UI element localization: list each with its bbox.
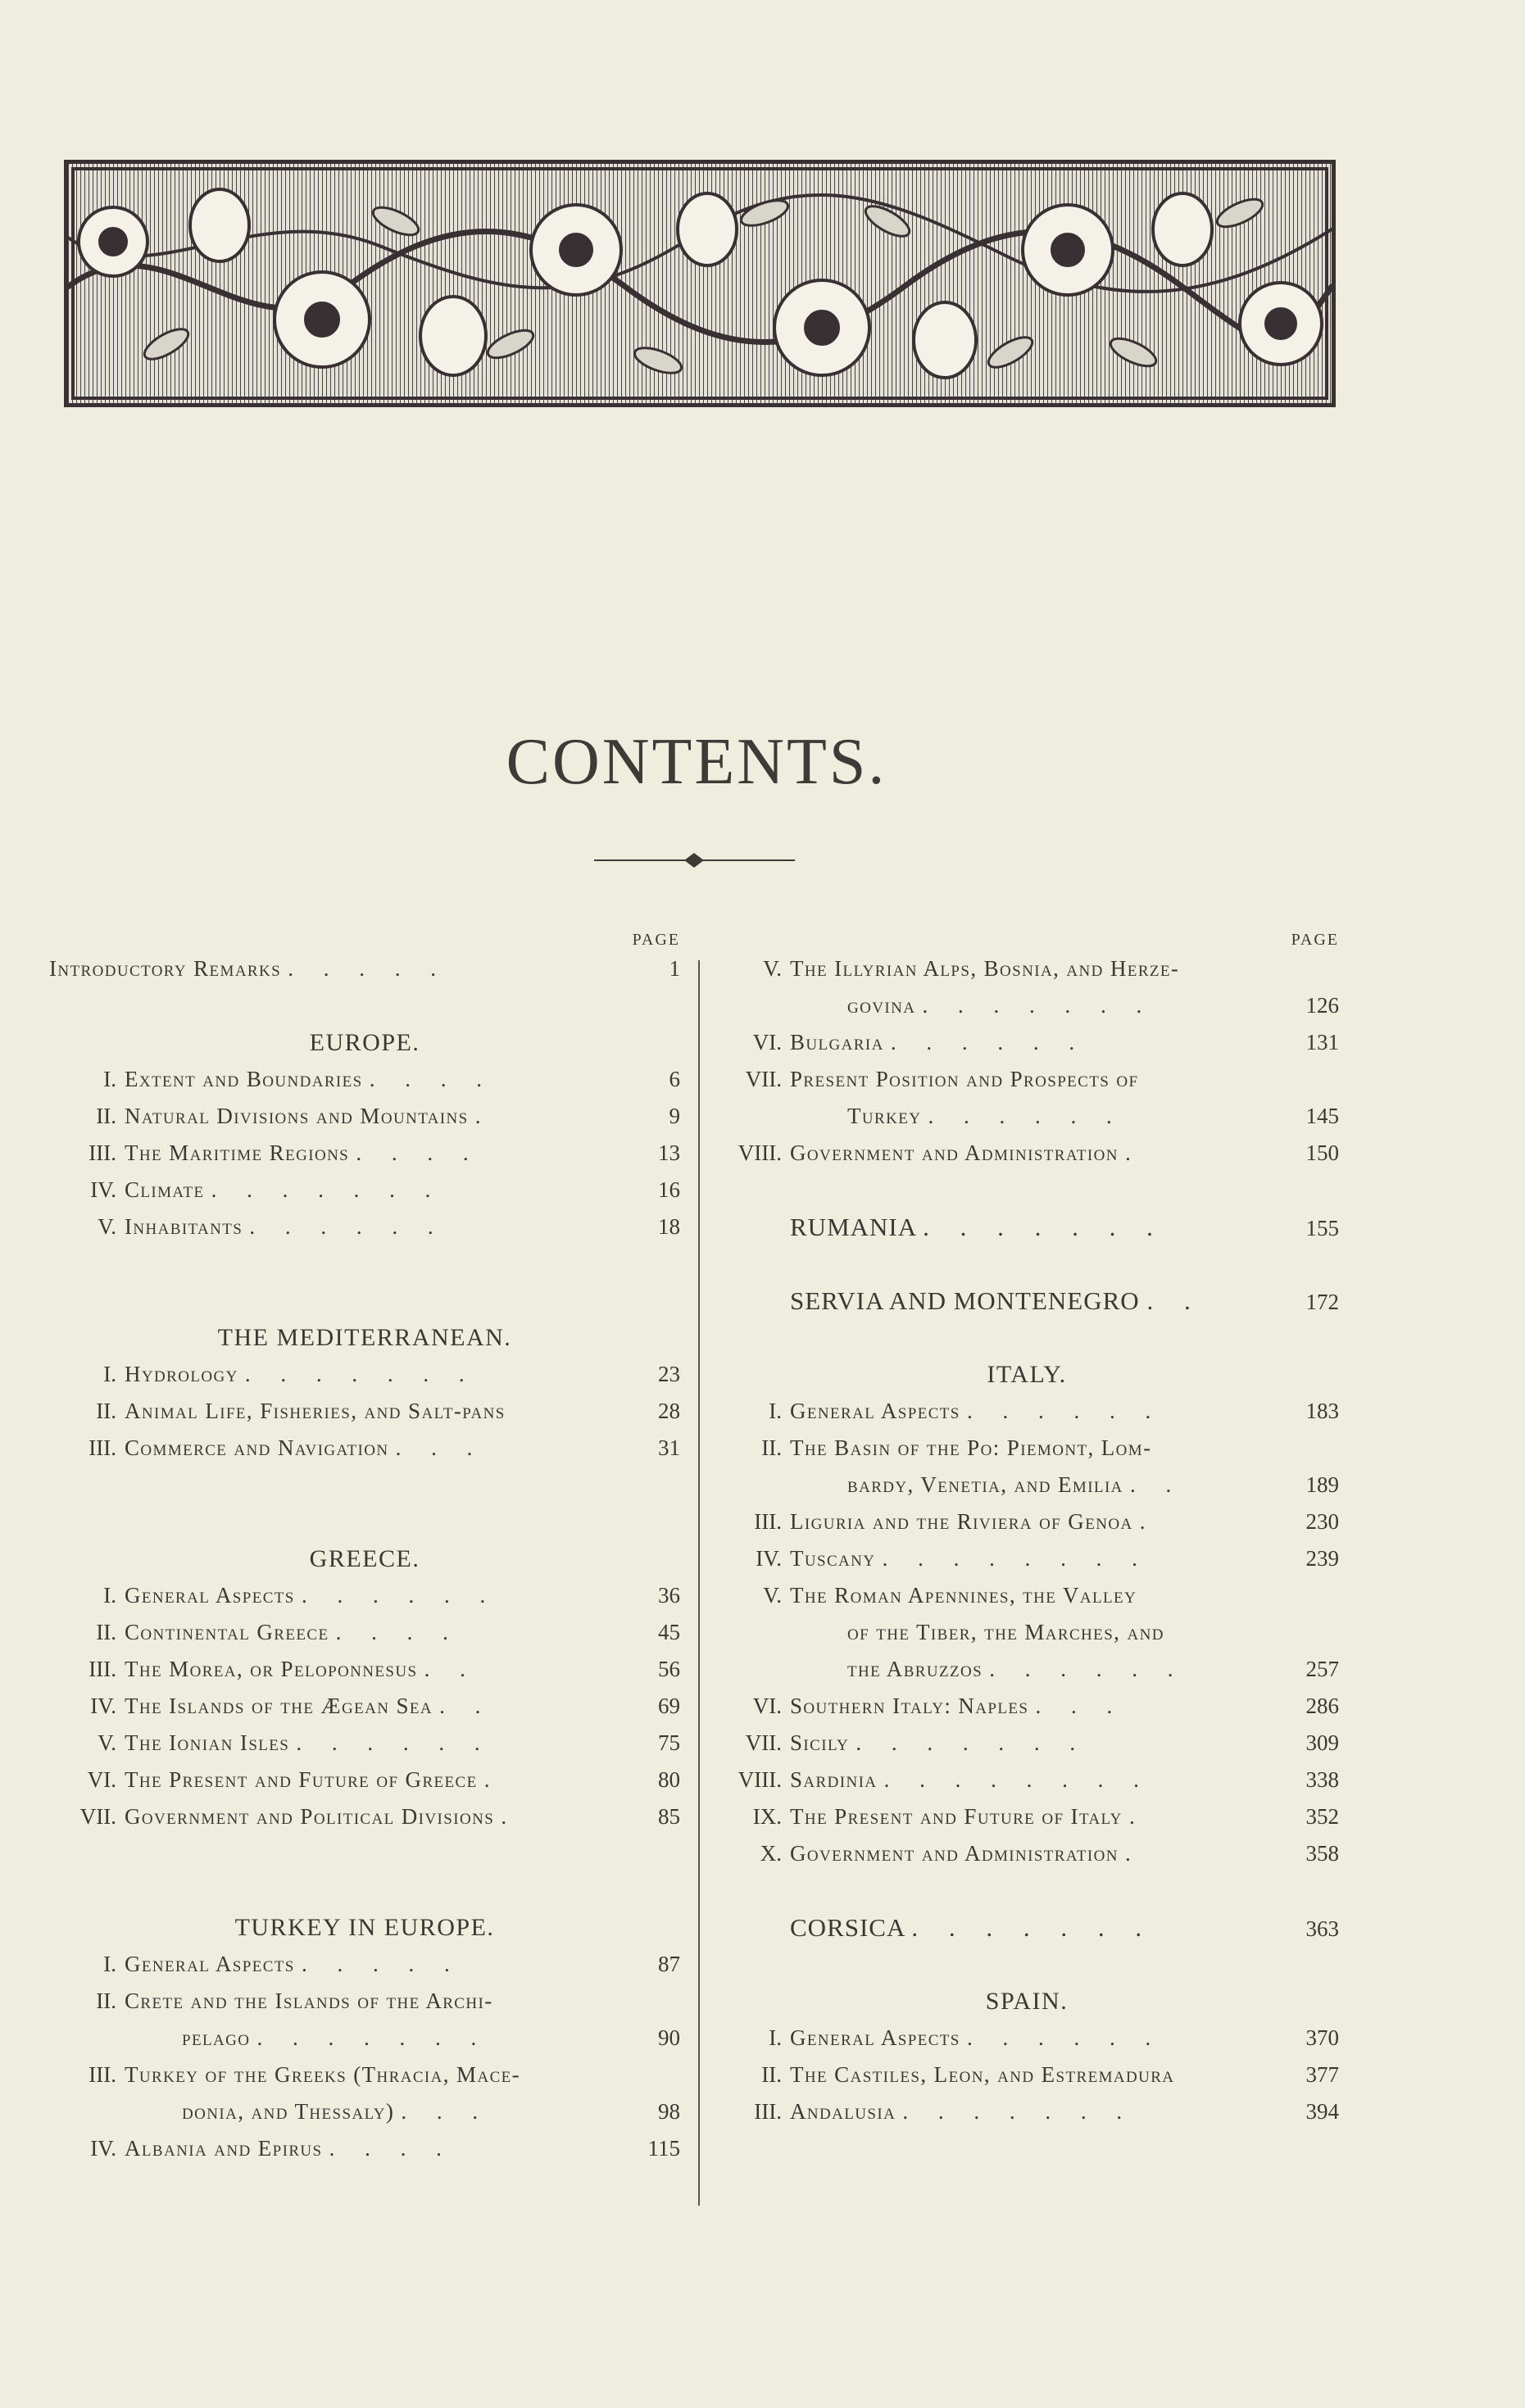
toc-entry	[49, 2057, 680, 2093]
toc-entry-servia-and-montenegro: SERVIA AND MONTENEGRO . . 172	[715, 1282, 1339, 1319]
chapter-title: Tuscany . . . . . . . .	[790, 1546, 1150, 1571]
toc-entry	[715, 987, 1339, 1024]
page-number: 309	[1305, 1730, 1339, 1755]
toc-entry	[49, 1393, 680, 1430]
page-number: 145	[1305, 1104, 1339, 1128]
chapter-number: V.	[98, 1214, 116, 1239]
chapter-number: VII.	[745, 1730, 782, 1755]
chapter-title: govina . . . . . . .	[847, 993, 1155, 1018]
toc-entry-rumania: RUMANIA . . . . . . . 155	[715, 1209, 1339, 1245]
page-number: 75	[658, 1730, 680, 1755]
toc-entry	[49, 1983, 680, 2020]
page-number: 16	[658, 1177, 680, 1202]
floral-banner-ornament	[64, 160, 1336, 407]
chapter-title: The Illyrian Alps, Bosnia, and Herze-	[790, 956, 1180, 981]
page-number: 377	[1305, 2062, 1339, 2087]
chapter-number: II.	[96, 1620, 116, 1644]
chapter-title: of the Tiber, the Marches, and	[847, 1620, 1164, 1644]
chapter-number: IV.	[90, 2136, 116, 2161]
toc-entry	[715, 1725, 1339, 1762]
title-rule-ornament	[594, 850, 795, 871]
chapter-number: II.	[761, 2062, 782, 2087]
chapter-title: Southern Italy: Naples . . .	[790, 1694, 1125, 1718]
toc-entry-corsica: CORSICA . . . . . . . 363	[715, 1909, 1339, 1946]
toc-entry	[715, 1061, 1339, 1098]
chapter-title: Andalusia . . . . . . .	[790, 2099, 1135, 2124]
toc-entry	[715, 1577, 1339, 1614]
toc-entry	[49, 1798, 680, 1835]
contents-right-column	[715, 929, 1339, 2130]
chapter-title: Inhabitants . . . . . .	[125, 1214, 446, 1239]
chapter-title: Government and Administration .	[790, 1841, 1143, 1866]
toc-entry	[715, 1540, 1339, 1577]
section-heading: TURKEY IN EUROPE.	[234, 1914, 495, 1941]
chapter-title: General Aspects . . . . .	[125, 1952, 462, 1976]
chapter-title: Sicily . . . . . . .	[790, 1730, 1088, 1755]
toc-entry	[49, 2020, 680, 2057]
chapter-number: IV.	[90, 1177, 116, 1202]
toc-entry	[715, 1393, 1339, 1430]
chapter-number: VIII.	[738, 1767, 782, 1792]
section-heading-spain: SPAIN.	[985, 1988, 1069, 2015]
toc-entry	[49, 1651, 680, 1688]
toc-entry	[49, 1209, 680, 1245]
page-number: 87	[658, 1952, 680, 1976]
chapter-title: Sardinia . . . . . . . .	[790, 1767, 1151, 1792]
toc-entry	[715, 1503, 1339, 1540]
toc-entry	[715, 1430, 1339, 1467]
page-number: 338	[1305, 1767, 1339, 1792]
chapter-title: donia, and Thessaly) . . .	[182, 2099, 491, 2124]
section-heading: EUROPE.	[309, 1029, 420, 1056]
chapter-number: V.	[763, 1583, 782, 1608]
chapter-title: Natural Divisions and Mountains .	[125, 1104, 493, 1128]
page-column-label: PAGE	[632, 931, 680, 949]
chapter-number: I.	[103, 1952, 116, 1976]
chapter-title: General Aspects . . . . . .	[125, 1583, 498, 1608]
page-number: 45	[658, 1620, 680, 1644]
page-number: 257	[1305, 1657, 1339, 1681]
page-number: 1	[669, 956, 680, 981]
chapter-number: VI.	[752, 1694, 782, 1718]
page-number: 31	[658, 1435, 680, 1460]
page-number: 36	[658, 1583, 680, 1608]
chapter-number: II.	[761, 1435, 782, 1460]
toc-entry	[715, 1098, 1339, 1135]
chapter-title: bardy, Venetia, and Emilia . .	[847, 1472, 1184, 1497]
chapter-number: VII.	[79, 1804, 116, 1829]
chapter-title: General Aspects . . . . . .	[790, 2025, 1164, 2050]
page-number: 6	[669, 1067, 680, 1091]
chapter-number: III.	[89, 1435, 116, 1460]
chapter-title: The Maritime Regions . . . .	[125, 1141, 481, 1165]
page-number: 370	[1305, 2025, 1339, 2050]
page-number: 183	[1305, 1399, 1339, 1423]
chapter-title: Bulgaria . . . . . .	[790, 1030, 1087, 1054]
page-number: 155	[1305, 1216, 1339, 1240]
chapter-number: II.	[96, 1399, 116, 1423]
chapter-number: IV.	[90, 1694, 116, 1718]
page-number: 230	[1305, 1509, 1339, 1534]
chapter-number: III.	[754, 2099, 782, 2124]
toc-entry	[715, 2057, 1339, 2093]
page-number: 239	[1305, 1546, 1339, 1571]
page-title: CONTENTS.	[506, 726, 887, 798]
toc-entry	[49, 1762, 680, 1798]
chapter-title: Crete and the Islands of the Archi-	[125, 1989, 493, 2013]
page-number: 189	[1305, 1472, 1339, 1497]
chapter-title: Government and Administration .	[790, 1141, 1143, 1165]
chapter-title: Liguria and the Riviera of Genoa .	[790, 1509, 1158, 1534]
toc-entry	[715, 2093, 1339, 2130]
page-number: 80	[658, 1767, 680, 1792]
chapter-title: The Islands of the Ægean Sea . .	[125, 1694, 493, 1718]
chapter-number: IV.	[756, 1546, 782, 1571]
chapter-title: Animal Life, Fisheries, and Salt-pans	[125, 1399, 506, 1423]
chapter-title: General Aspects . . . . . .	[790, 1399, 1164, 1423]
chapter-number: X.	[760, 1841, 782, 1866]
chapter-title: Albania and Epirus . . . .	[125, 2136, 454, 2161]
page-number: 28	[658, 1399, 680, 1423]
toc-entry	[49, 1614, 680, 1651]
page-number: 9	[669, 1104, 680, 1128]
toc-entry	[715, 2020, 1339, 2057]
chapter-title: The Basin of the Po: Piemont, Lom-	[790, 1435, 1152, 1460]
toc-entry	[49, 1946, 680, 1983]
toc-entry	[49, 2130, 680, 2167]
chapter-number: I.	[769, 2025, 782, 2050]
page-number: 172	[1305, 1290, 1339, 1314]
page-number: 115	[647, 2136, 680, 2161]
section-heading: GREECE.	[309, 1545, 420, 1572]
page-number: 69	[658, 1694, 680, 1718]
column-divider	[698, 960, 700, 2206]
toc-entry	[715, 1798, 1339, 1835]
chapter-title: The Castiles, Leon, and Estremadura	[790, 2062, 1175, 2087]
page-number: 150	[1305, 1141, 1339, 1165]
chapter-number: II.	[96, 1989, 116, 2013]
toc-entry	[49, 1135, 680, 1172]
chapter-number: III.	[89, 1657, 116, 1681]
chapter-title: Turkey . . . . . .	[847, 1104, 1124, 1128]
toc-entry	[715, 1614, 1339, 1651]
page-number: 363	[1305, 1916, 1339, 1941]
page-number: 90	[658, 2025, 680, 2050]
chapter-title: Commerce and Navigation . . .	[125, 1435, 485, 1460]
chapter-title: Hydrology . . . . . . .	[125, 1362, 477, 1386]
page-number: 352	[1305, 1804, 1339, 1829]
page-column-label: PAGE	[1291, 931, 1339, 949]
page-number: 13	[658, 1141, 680, 1165]
chapter-number: I.	[769, 1399, 782, 1423]
chapter-number: VII.	[745, 1067, 782, 1091]
page-number: 85	[658, 1804, 680, 1829]
chapter-number: I.	[103, 1583, 116, 1608]
toc-entry	[49, 1356, 680, 1393]
chapter-title: The Morea, or Peloponnesus . .	[125, 1657, 478, 1681]
contents-left-column	[49, 929, 680, 2167]
page-number: 358	[1305, 1841, 1339, 1866]
toc-entry	[49, 1430, 680, 1467]
chapter-number: V.	[763, 956, 782, 981]
chapter-number: VI.	[87, 1767, 116, 1792]
chapter-title: Climate . . . . . . .	[125, 1177, 443, 1202]
chapter-number: III.	[89, 1141, 116, 1165]
page-number: 126	[1305, 993, 1339, 1018]
toc-entry-introductory-remarks: Introductory Remarks . . . . . 1	[49, 950, 680, 987]
chapter-number: V.	[98, 1730, 116, 1755]
page-number: 131	[1305, 1030, 1339, 1054]
chapter-title: Continental Greece . . . .	[125, 1620, 461, 1644]
toc-entry	[49, 1725, 680, 1762]
chapter-title: The Present and Future of Greece .	[125, 1767, 502, 1792]
toc-entry	[49, 2093, 680, 2130]
chapter-title: the Abruzzos . . . . . .	[847, 1657, 1186, 1681]
section-heading-italy: ITALY.	[987, 1361, 1067, 1388]
chapter-title: Extent and Boundaries . . . .	[125, 1067, 495, 1091]
chapter-number: III.	[754, 1509, 782, 1534]
chapter-number: III.	[89, 2062, 116, 2087]
toc-entry	[49, 1061, 680, 1098]
chapter-title: The Present and Future of Italy .	[790, 1804, 1147, 1829]
page-number: 56	[658, 1657, 680, 1681]
chapter-title: Government and Political Divisions .	[125, 1804, 520, 1829]
chapter-title: Turkey of the Greeks (Thracia, Mace-	[125, 2062, 521, 2087]
chapter-title: Present Position and Prospects of	[790, 1067, 1139, 1091]
chapter-title: The Ionian Isles . . . . . .	[125, 1730, 492, 1755]
toc-entry	[49, 1577, 680, 1614]
toc-entry	[715, 1688, 1339, 1725]
page-number: 394	[1305, 2099, 1339, 2124]
page-number: 18	[658, 1214, 680, 1239]
toc-entry	[715, 1835, 1339, 1872]
toc-entry	[49, 1172, 680, 1209]
toc-entry	[49, 1098, 680, 1135]
toc-entry	[715, 950, 1339, 987]
section-heading: THE MEDITERRANEAN.	[217, 1324, 512, 1351]
chapter-number: VI.	[752, 1030, 782, 1054]
page-number: 23	[658, 1362, 680, 1386]
chapter-number: IX.	[752, 1804, 782, 1829]
page-number: 98	[658, 2099, 680, 2124]
toc-entry	[715, 1467, 1339, 1503]
toc-entry	[715, 1135, 1339, 1172]
chapter-title: pelago . . . . . . .	[182, 2025, 489, 2050]
chapter-title: The Roman Apennines, the Valley	[790, 1583, 1137, 1608]
page-number: 286	[1305, 1694, 1339, 1718]
toc-entry	[49, 1688, 680, 1725]
toc-entry	[715, 1651, 1339, 1688]
toc-entry	[715, 1024, 1339, 1061]
toc-entry	[715, 1762, 1339, 1798]
chapter-number: I.	[103, 1067, 116, 1091]
chapter-number: II.	[96, 1104, 116, 1128]
chapter-number: VIII.	[738, 1141, 782, 1165]
chapter-number: I.	[103, 1362, 116, 1386]
